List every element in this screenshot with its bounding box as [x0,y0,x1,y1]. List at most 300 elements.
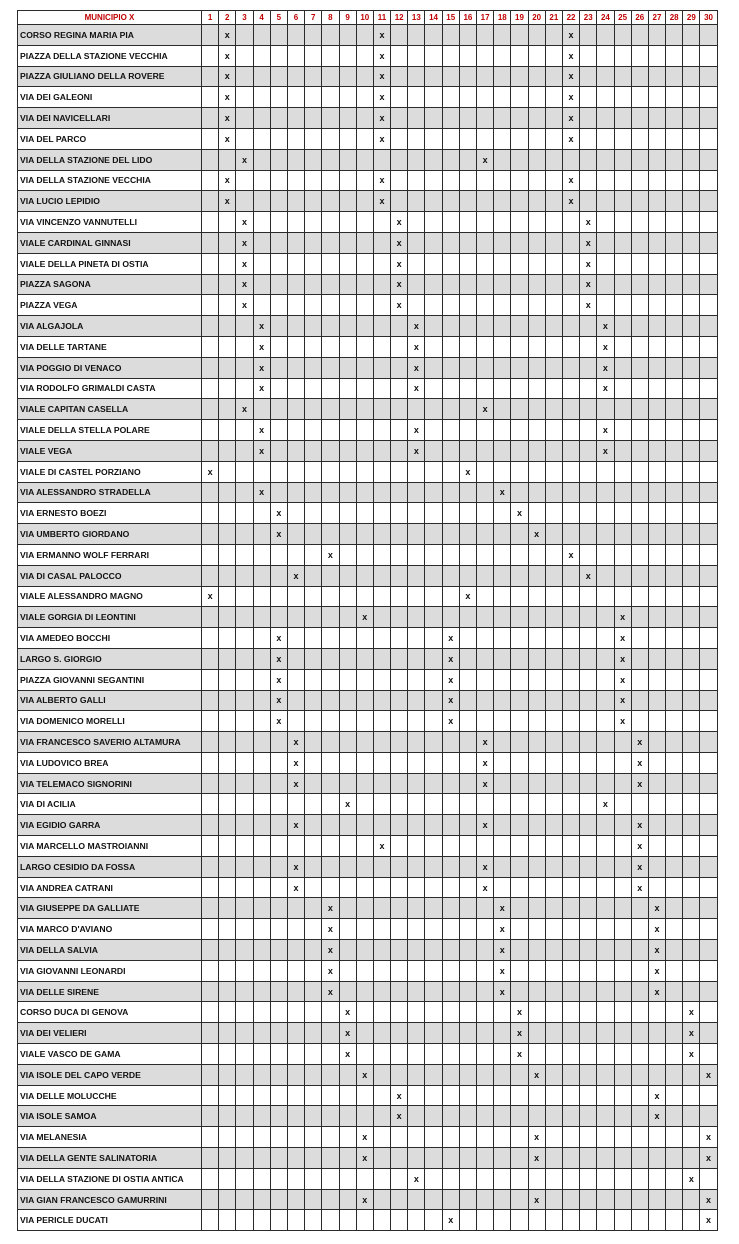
schedule-cell [545,1210,562,1231]
schedule-cell [339,232,356,253]
schedule-mark: x [253,336,270,357]
schedule-cell [305,669,322,690]
schedule-cell [202,274,219,295]
schedule-mark: x [442,628,459,649]
schedule-cell [253,1023,270,1044]
schedule-cell [459,399,476,420]
schedule-cell [408,648,425,669]
schedule-cell [562,628,579,649]
schedule-cell [580,940,597,961]
schedule-cell [494,1023,511,1044]
schedule-cell [305,1002,322,1023]
schedule-cell [562,586,579,607]
schedule-cell [408,752,425,773]
schedule-cell [408,212,425,233]
schedule-cell [511,544,528,565]
schedule-cell [700,232,717,253]
schedule-mark: x [597,378,614,399]
schedule-cell [545,940,562,961]
schedule-cell [287,440,304,461]
schedule-cell [562,1002,579,1023]
schedule-cell [356,524,373,545]
schedule-mark: x [562,87,579,108]
schedule-cell [305,295,322,316]
schedule-cell [562,815,579,836]
schedule-cell [631,1127,648,1148]
schedule-cell [631,1023,648,1044]
table-row [18,274,718,295]
schedule-cell [270,752,287,773]
schedule-cell [305,1023,322,1044]
schedule-cell [253,212,270,233]
schedule-cell [408,87,425,108]
schedule-cell [356,732,373,753]
schedule-cell [236,940,253,961]
schedule-cell [305,565,322,586]
schedule-cell [408,482,425,503]
schedule-cell [408,191,425,212]
schedule-cell [356,357,373,378]
schedule-cell [339,940,356,961]
schedule-cell [545,128,562,149]
table-row [18,1189,718,1210]
schedule-cell [580,794,597,815]
schedule-cell [580,773,597,794]
schedule-cell [236,420,253,441]
schedule-cell [202,149,219,170]
schedule-cell [597,898,614,919]
schedule-cell [391,399,408,420]
schedule-cell [219,711,236,732]
schedule-cell [408,1002,425,1023]
schedule-cell [683,503,700,524]
schedule-cell [219,565,236,586]
schedule-cell [287,503,304,524]
schedule-mark: x [408,420,425,441]
schedule-cell [322,170,339,191]
schedule-cell [322,232,339,253]
schedule-cell [322,752,339,773]
schedule-cell [597,1085,614,1106]
schedule-mark: x [236,232,253,253]
schedule-cell [459,940,476,961]
schedule-cell [373,1210,390,1231]
schedule-cell [528,170,545,191]
schedule-cell [562,711,579,732]
table-row [18,565,718,586]
schedule-cell [425,108,442,129]
schedule-cell [700,960,717,981]
schedule-mark: x [287,732,304,753]
schedule-cell [339,1168,356,1189]
schedule-cell [562,1044,579,1065]
schedule-cell [322,669,339,690]
schedule-cell [408,732,425,753]
schedule-mark: x [236,274,253,295]
schedule-cell [373,1127,390,1148]
schedule-cell [528,1210,545,1231]
schedule-cell [356,544,373,565]
schedule-cell [631,212,648,233]
schedule-cell [666,1168,683,1189]
schedule-mark: x [219,128,236,149]
schedule-cell [614,170,631,191]
schedule-cell [236,648,253,669]
schedule-cell [356,877,373,898]
schedule-mark: x [494,898,511,919]
schedule-cell [597,752,614,773]
schedule-mark: x [270,669,287,690]
schedule-mark: x [597,336,614,357]
schedule-cell [425,232,442,253]
schedule-cell [580,482,597,503]
schedule-cell [666,461,683,482]
schedule-mark: x [356,1148,373,1169]
schedule-cell [545,357,562,378]
schedule-cell [305,149,322,170]
schedule-cell [666,1044,683,1065]
schedule-cell [597,87,614,108]
schedule-cell [562,752,579,773]
schedule-cell [614,108,631,129]
schedule-cell [562,919,579,940]
schedule-cell [614,1210,631,1231]
schedule-cell [562,960,579,981]
schedule-cell [253,461,270,482]
day-header: 7 [305,11,322,25]
schedule-cell [631,170,648,191]
schedule-cell [339,253,356,274]
schedule-cell [459,711,476,732]
schedule-cell [631,1189,648,1210]
street-name: VIA DELLE MOLUCCHE [18,1085,202,1106]
schedule-cell [270,877,287,898]
schedule-cell [305,1127,322,1148]
schedule-mark: x [580,295,597,316]
street-name: VIA FRANCESCO SAVERIO ALTAMURA [18,732,202,753]
schedule-mark: x [391,232,408,253]
schedule-cell [373,628,390,649]
schedule-cell [528,232,545,253]
schedule-cell [219,503,236,524]
schedule-cell [666,586,683,607]
schedule-cell [425,378,442,399]
schedule-cell [528,108,545,129]
schedule-cell [528,336,545,357]
schedule-cell [305,378,322,399]
schedule-cell [202,378,219,399]
schedule-cell [219,586,236,607]
schedule-cell [236,565,253,586]
schedule-cell [528,607,545,628]
schedule-cell [356,191,373,212]
schedule-cell [236,191,253,212]
schedule-cell [408,919,425,940]
schedule-cell [494,316,511,337]
schedule-cell [253,1148,270,1169]
schedule-cell [562,274,579,295]
schedule-cell [494,815,511,836]
schedule-cell [648,628,665,649]
schedule-cell [648,877,665,898]
schedule-cell [373,815,390,836]
schedule-cell [511,1127,528,1148]
schedule-cell [494,628,511,649]
schedule-cell [236,1168,253,1189]
schedule-cell [391,1210,408,1231]
street-name: VIA ANDREA CATRANI [18,877,202,898]
schedule-cell [511,128,528,149]
schedule-cell [614,856,631,877]
schedule-cell [700,565,717,586]
schedule-cell [666,253,683,274]
schedule-cell [511,565,528,586]
schedule-mark: x [442,669,459,690]
schedule-cell [648,1044,665,1065]
schedule-cell [666,815,683,836]
street-name: VIA GIOVANNI LEONARDI [18,960,202,981]
schedule-cell [219,1210,236,1231]
schedule-cell [442,1148,459,1169]
schedule-cell [648,1189,665,1210]
schedule-cell [580,1085,597,1106]
schedule-cell [391,108,408,129]
schedule-cell [270,919,287,940]
schedule-cell [408,295,425,316]
schedule-cell [700,420,717,441]
schedule-cell [648,586,665,607]
day-header: 27 [648,11,665,25]
schedule-cell [425,586,442,607]
schedule-mark: x [597,440,614,461]
schedule-cell [648,1168,665,1189]
schedule-cell [425,1106,442,1127]
schedule-cell [631,960,648,981]
schedule-cell [253,25,270,46]
schedule-cell [253,1189,270,1210]
schedule-cell [614,524,631,545]
schedule-cell [339,836,356,857]
schedule-cell [700,357,717,378]
schedule-cell [700,898,717,919]
schedule-cell [511,25,528,46]
schedule-cell [528,981,545,1002]
schedule-cell [477,607,494,628]
schedule-cell [322,336,339,357]
schedule-mark: x [477,877,494,898]
schedule-cell [253,45,270,66]
schedule-cell [391,1002,408,1023]
table-row [18,1148,718,1169]
schedule-cell [322,378,339,399]
schedule-cell [511,1106,528,1127]
schedule-cell [202,1106,219,1127]
schedule-cell [580,25,597,46]
schedule-cell [528,669,545,690]
schedule-cell [442,295,459,316]
schedule-cell [597,669,614,690]
street-name: CORSO REGINA MARIA PIA [18,25,202,46]
schedule-cell [648,482,665,503]
schedule-cell [253,253,270,274]
schedule-cell [236,170,253,191]
schedule-cell [253,128,270,149]
schedule-cell [442,399,459,420]
table-row [18,981,718,1002]
schedule-cell [442,794,459,815]
schedule-cell [408,1210,425,1231]
table-row [18,212,718,233]
schedule-cell [683,898,700,919]
schedule-cell [305,1210,322,1231]
schedule-cell [528,960,545,981]
schedule-cell [287,586,304,607]
schedule-cell [597,45,614,66]
schedule-cell [614,1189,631,1210]
schedule-cell [322,274,339,295]
street-name: VIALE DI CASTEL PORZIANO [18,461,202,482]
schedule-mark: x [391,1106,408,1127]
schedule-cell [666,212,683,233]
schedule-cell [305,212,322,233]
schedule-cell [528,420,545,441]
schedule-cell [631,87,648,108]
schedule-cell [322,295,339,316]
schedule-cell [322,420,339,441]
schedule-mark: x [580,274,597,295]
schedule-cell [202,1148,219,1169]
schedule-cell [356,295,373,316]
schedule-cell [253,524,270,545]
schedule-cell [253,732,270,753]
schedule-cell [683,794,700,815]
schedule-cell [322,316,339,337]
schedule-cell [511,1168,528,1189]
schedule-cell [202,232,219,253]
schedule-cell [648,25,665,46]
schedule-cell [614,1064,631,1085]
schedule-cell [391,482,408,503]
schedule-cell [270,1148,287,1169]
schedule-cell [442,732,459,753]
schedule-cell [511,316,528,337]
schedule-cell [425,940,442,961]
schedule-cell [373,524,390,545]
schedule-cell [442,607,459,628]
schedule-cell [477,66,494,87]
schedule-cell [700,503,717,524]
schedule-cell [219,898,236,919]
schedule-cell [614,503,631,524]
schedule-cell [545,336,562,357]
schedule-cell [545,316,562,337]
schedule-cell [391,628,408,649]
schedule-cell [511,794,528,815]
day-header: 17 [477,11,494,25]
schedule-cell [683,856,700,877]
schedule-cell [356,565,373,586]
schedule-cell [648,191,665,212]
schedule-cell [477,295,494,316]
schedule-cell [545,503,562,524]
schedule-cell [236,1064,253,1085]
schedule-cell [666,1023,683,1044]
schedule-cell [528,544,545,565]
schedule-cell [373,773,390,794]
street-name: VIA DELLA STAZIONE DI OSTIA ANTICA [18,1168,202,1189]
street-name: VIA DELLA STAZIONE DEL LIDO [18,149,202,170]
schedule-cell [631,524,648,545]
schedule-cell [459,544,476,565]
schedule-cell [666,45,683,66]
schedule-cell [631,378,648,399]
schedule-cell [373,919,390,940]
schedule-cell [442,170,459,191]
schedule-mark: x [477,815,494,836]
schedule-cell [270,544,287,565]
table-row [18,690,718,711]
schedule-cell [666,482,683,503]
schedule-cell [253,1210,270,1231]
schedule-cell [442,149,459,170]
schedule-cell [202,336,219,357]
schedule-cell [219,960,236,981]
schedule-cell [545,440,562,461]
schedule-cell [270,856,287,877]
schedule-cell [494,565,511,586]
schedule-cell [287,1189,304,1210]
schedule-cell [494,25,511,46]
schedule-cell [270,1106,287,1127]
schedule-cell [562,1106,579,1127]
schedule-mark: x [683,1023,700,1044]
day-header: 21 [545,11,562,25]
schedule-cell [648,1002,665,1023]
schedule-cell [253,87,270,108]
schedule-cell [270,940,287,961]
schedule-cell [459,648,476,669]
day-header: 13 [408,11,425,25]
schedule-cell [236,877,253,898]
schedule-cell [202,66,219,87]
schedule-cell [494,1127,511,1148]
schedule-cell [597,1189,614,1210]
schedule-cell [511,420,528,441]
schedule-cell [373,1002,390,1023]
schedule-cell [202,1189,219,1210]
schedule-cell [425,128,442,149]
street-name: VIA DEI VELIERI [18,1023,202,1044]
schedule-cell [270,232,287,253]
schedule-cell [614,940,631,961]
schedule-cell [202,607,219,628]
schedule-cell [270,981,287,1002]
schedule-cell [356,669,373,690]
schedule-cell [236,1002,253,1023]
schedule-cell [287,316,304,337]
schedule-cell [202,45,219,66]
schedule-cell [511,108,528,129]
schedule-cell [442,752,459,773]
schedule-cell [666,524,683,545]
schedule-cell [700,1168,717,1189]
schedule-cell [511,212,528,233]
street-name: PIAZZA DELLA STAZIONE VECCHIA [18,45,202,66]
schedule-cell [700,836,717,857]
schedule-cell [511,336,528,357]
schedule-cell [545,1189,562,1210]
schedule-cell [305,108,322,129]
